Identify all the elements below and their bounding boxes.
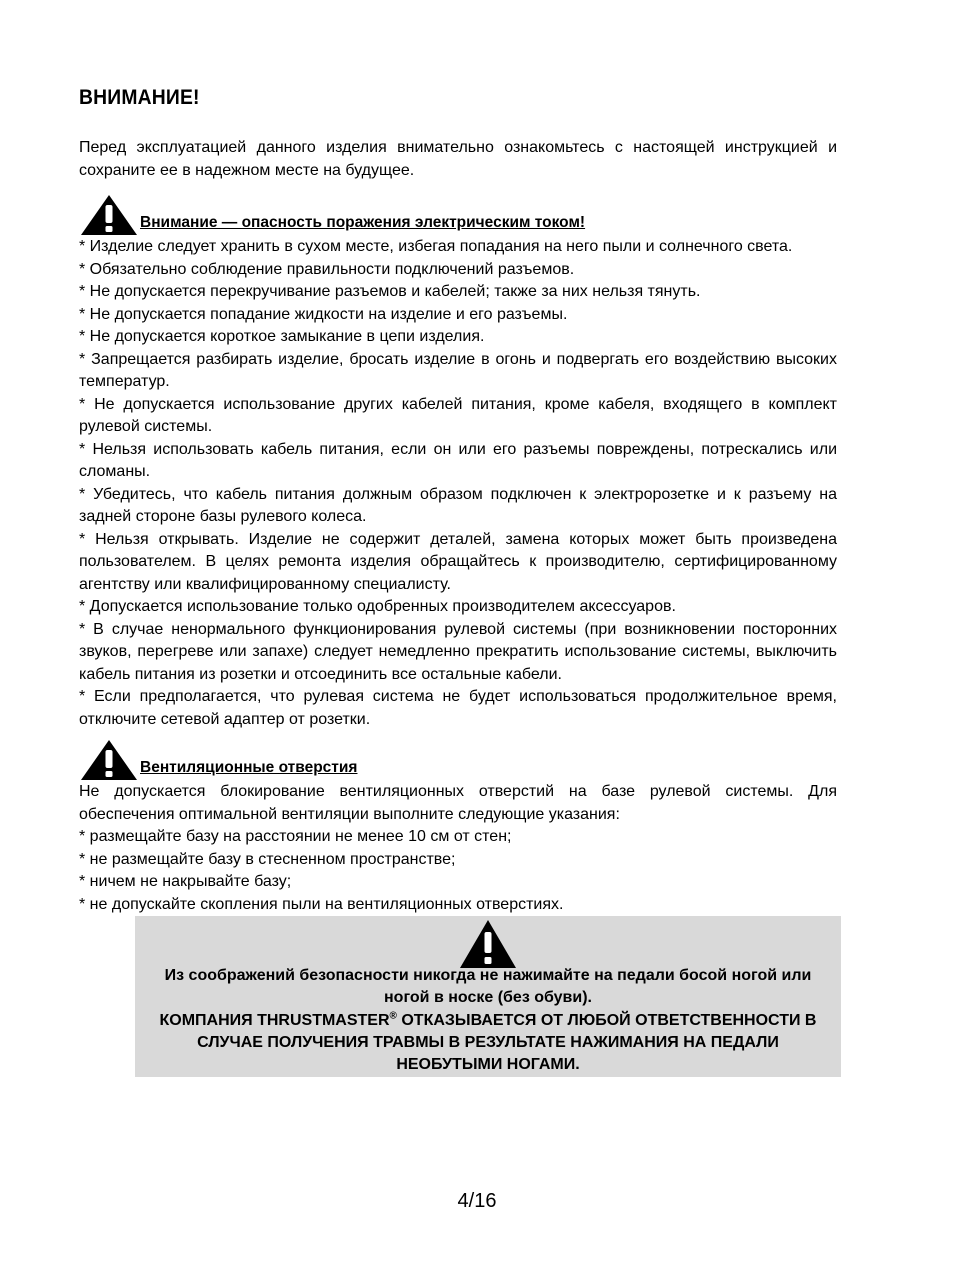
notice-line-1: Из соображений безопасности никогда не нажимайте на педали босой ногой или <box>164 967 812 984</box>
main-content <box>79 86 837 916</box>
list-item: * ничем не накрывайте базу; <box>79 873 292 890</box>
notice-line-3-start: КОМПАНИЯ THRUSTMASTER <box>159 1012 390 1029</box>
electric-warning-list <box>79 236 837 731</box>
page-number: 4/16 <box>457 1190 497 1212</box>
notice-line-3 <box>135 1010 841 1033</box>
warning-triangle-icon <box>80 739 138 781</box>
notice-line-4: СЛУЧАЕ ПОЛУЧЕНИЯ ТРАВМЫ В РЕЗУЛЬТАТЕ НАЖИМАНИЯ НА ПЕДАЛИ <box>197 1034 779 1051</box>
ventilation-title: Вентиляционные отверстия <box>140 759 358 776</box>
electric-warning-header <box>79 194 837 236</box>
ventilation-header <box>79 739 837 781</box>
warning-triangle-icon <box>80 194 138 236</box>
notice-line-5: НЕОБУТЫМИ НОГАМИ. <box>396 1056 580 1073</box>
list-item: * Изделие следует хранить в сухом месте, избегая попадания на него пыли и солнечного света. <box>79 238 793 255</box>
safety-notice-box <box>135 916 841 1077</box>
registered-mark: ® <box>389 1010 397 1022</box>
list-item: * Если предполагается, что рулевая система не будет использоваться продолжительное время, отключите сетевой адаптер от розетки. <box>79 688 837 728</box>
intro-paragraph: Перед эксплуатацией данного изделия внимательно ознакомьтесь с настоящей инструкцией и сохраните ее в надежном месте на будущее. <box>79 139 837 179</box>
notice-line-2: ногой в носке (без обуви). <box>384 989 592 1006</box>
list-item: * размещайте базу на расстоянии не менее 10 см от стен; <box>79 828 512 845</box>
list-item: * Допускается использование только одобренных производителем аксессуаров. <box>79 598 676 615</box>
list-item: * Обязательно соблюдение правильности подключений разъемов. <box>79 260 575 278</box>
list-item: * Нельзя открывать. Изделие не содержит деталей, замена которых может быть произведена пользователем. В целях ремонта изделия обращайтесь к производителю, сертифицированному агентству или квалифицированному специалисту. <box>79 530 837 593</box>
list-item: * Не допускается перекручивание разъемов и кабелей; также за них нельзя тянуть. <box>79 283 701 300</box>
notice-line-3-end: ОТКАЗЫВАЕТСЯ ОТ ЛЮБОЙ ОТВЕТСТВЕННОСТИ В <box>396 1012 817 1029</box>
list-item: * Не допускается попадание жидкости на изделие и его разъемы. <box>79 305 568 323</box>
page-heading: ВНИМАНИЕ! <box>79 86 200 109</box>
list-item: * Нельзя использовать кабель питания, если он или его разъемы повреждены, потрескались или сломаны. <box>79 440 837 480</box>
list-item: * Не допускается использование других кабелей питания, кроме кабеля, входящего в комплект рулевой системы. <box>79 395 837 435</box>
list-item: * не размещайте базу в стесненном пространстве; <box>79 850 456 868</box>
ventilation-paragraph: Не допускается блокирование вентиляционных отверстий на базе рулевой системы. Для обеспечения оптимальной вентиляции выполните следующие указания: <box>79 783 837 823</box>
list-item: * Не допускается короткое замыкание в цепи изделия. <box>79 328 485 345</box>
warning-triangle-icon <box>459 919 517 969</box>
electric-warning-title: Внимание — опасность поражения электрическим током! <box>140 214 586 231</box>
list-item: * В случае ненормального функционирования рулевой системы (при возникновении посторонних звуков, перегреве или запахе) следует немедленно прекратить использование системы, выключить кабель питания из розетки и отсоединить все остальные кабели. <box>79 620 837 683</box>
list-item: * Запрещается разбирать изделие, бросать изделие в огонь и подвергать его воздействию высоких температур. <box>79 350 837 390</box>
list-item: * не допускайте скопления пыли на вентиляционных отверстиях. <box>79 895 564 913</box>
ventilation-list <box>79 826 837 916</box>
list-item: * Убедитесь, что кабель питания должным образом подключен к электророзетке и к разъему на задней стороне базы рулевого колеса. <box>79 485 837 525</box>
